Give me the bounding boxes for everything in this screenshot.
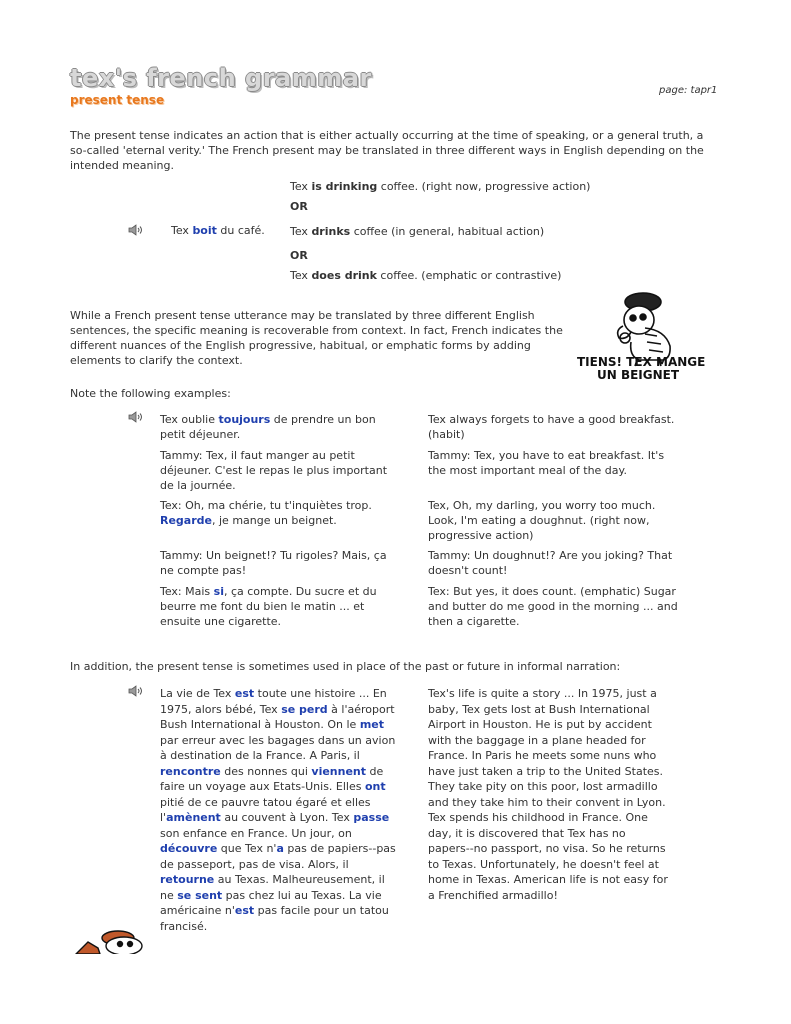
dialogue-french: Tex oublie toujours de prendre un bon petit déjeuner. xyxy=(160,413,376,441)
page-reference: page: tapr1 xyxy=(659,85,718,96)
story-french: La vie de Tex est toute une histoire ... En 1975, alors bébé, Tex se perd à l'aéroport Bush International à Houston. On le met par erreur avec les bagages dans un avion à destination de la France. A Paris, il rencontre des nonnes qui viennent de faire un voyage aux Etats-Unis. Elles ont pitié de ce pauvre tatou égaré et elles l'amènent au couvent à Lyon. Tex passe son enfance en France. Un jour, on découvre que Tex n'a pas de papiers--pas de passeport, pas de visa. Alors, il retourne au Texas. Malheureusement, il ne se sent pas chez lui au Texas. La vie américaine n'est pas facile pour un tatou francisé. xyxy=(160,687,396,933)
or-label-1: OR xyxy=(290,200,308,213)
dialogue-english: Tex: But yes, it does count. (emphatic) Sugar and butter do me good in the morning ... and then a cigarette. xyxy=(428,585,678,628)
dialogue-english: Tex always forgets to have a good breakfast. (habit) xyxy=(428,413,675,441)
page-subtitle: present tense xyxy=(70,93,165,107)
speaker-icon[interactable] xyxy=(128,224,144,236)
dialogue-english: Tammy: Un doughnut!? Are you joking? That doesn't count! xyxy=(428,549,673,577)
or-label-2: OR xyxy=(290,249,308,262)
cartoon-caption-line1: TIENS! TEX MANGE xyxy=(577,355,706,369)
site-title: tex's french grammar xyxy=(70,64,372,92)
cartoon-caption-line2: UN BEIGNET xyxy=(597,368,680,382)
example1-english-2: Tex drinks coffee (in general, habitual action) xyxy=(290,225,545,238)
dialogue-french: Tex: Oh, ma chérie, tu t'inquiètes trop. Regarde, je mange un beignet. xyxy=(160,499,372,527)
dialogue-english: Tex, Oh, my darling, you worry too much. Look, I'm eating a doughnut. (right now, progressive action) xyxy=(428,499,656,542)
context-paragraph: While a French present tense utterance may be translated by three different English sentences, the specific meaning is recoverable from context. In fact, French indicates the different nuances of the English progressive, habitual, or emphatic forms by adding elements to clarify the context. xyxy=(70,309,563,367)
example1-english-3: Tex does drink coffee. (emphatic or contrastive) xyxy=(290,269,562,282)
narration-paragraph: In addition, the present tense is sometimes used in place of the past or future in informal narration: xyxy=(70,660,621,673)
tex-doughnut-cartoon xyxy=(575,286,725,382)
example1-french: Tex boit du café. xyxy=(171,224,265,237)
intro-paragraph: The present tense indicates an action that is either actually occurring at the time of speaking, or a general truth, a so-called 'eternal verity.' The French present may be translated in three different ways in English depending on the intended meaning. xyxy=(70,129,704,172)
note-heading: Note the following examples: xyxy=(70,387,231,400)
speaker-icon[interactable] xyxy=(128,685,144,697)
tex-cartoon-footer xyxy=(70,928,150,954)
example1-english-1: Tex is drinking coffee. (right now, progressive action) xyxy=(290,180,591,193)
dialogue-french: Tammy: Tex, il faut manger au petit déjeuner. C'est le repas le plus important de la journée. xyxy=(160,449,388,492)
speaker-icon[interactable] xyxy=(128,411,144,423)
story-english: Tex's life is quite a story ... In 1975, just a baby, Tex gets lost at Bush International Airport in Houston. He is put by accident with the baggage in a plane headed for France. In Paris he meets some nuns who have just taken a trip to the United States. They take pity on this poor, lost armadillo and they take him to their convent in Lyon. Tex spends his childhood in France. One day, it is discovered that Tex has no papers--no passport, no visa. So he returns to Texas. Unfortunately, he doesn't feel at home in Texas. American life is not easy for a Frenchified armadillo! xyxy=(428,687,668,902)
dialogue-french: Tex: Mais si, ça compte. Du sucre et du beurre me font du bien le matin ... et ensuite une cigarette. xyxy=(160,585,377,628)
dialogue-english: Tammy: Tex, you have to eat breakfast. It's the most important meal of the day. xyxy=(428,449,665,477)
dialogue-french: Tammy: Un beignet!? Tu rigoles? Mais, ça ne compte pas! xyxy=(160,549,387,577)
